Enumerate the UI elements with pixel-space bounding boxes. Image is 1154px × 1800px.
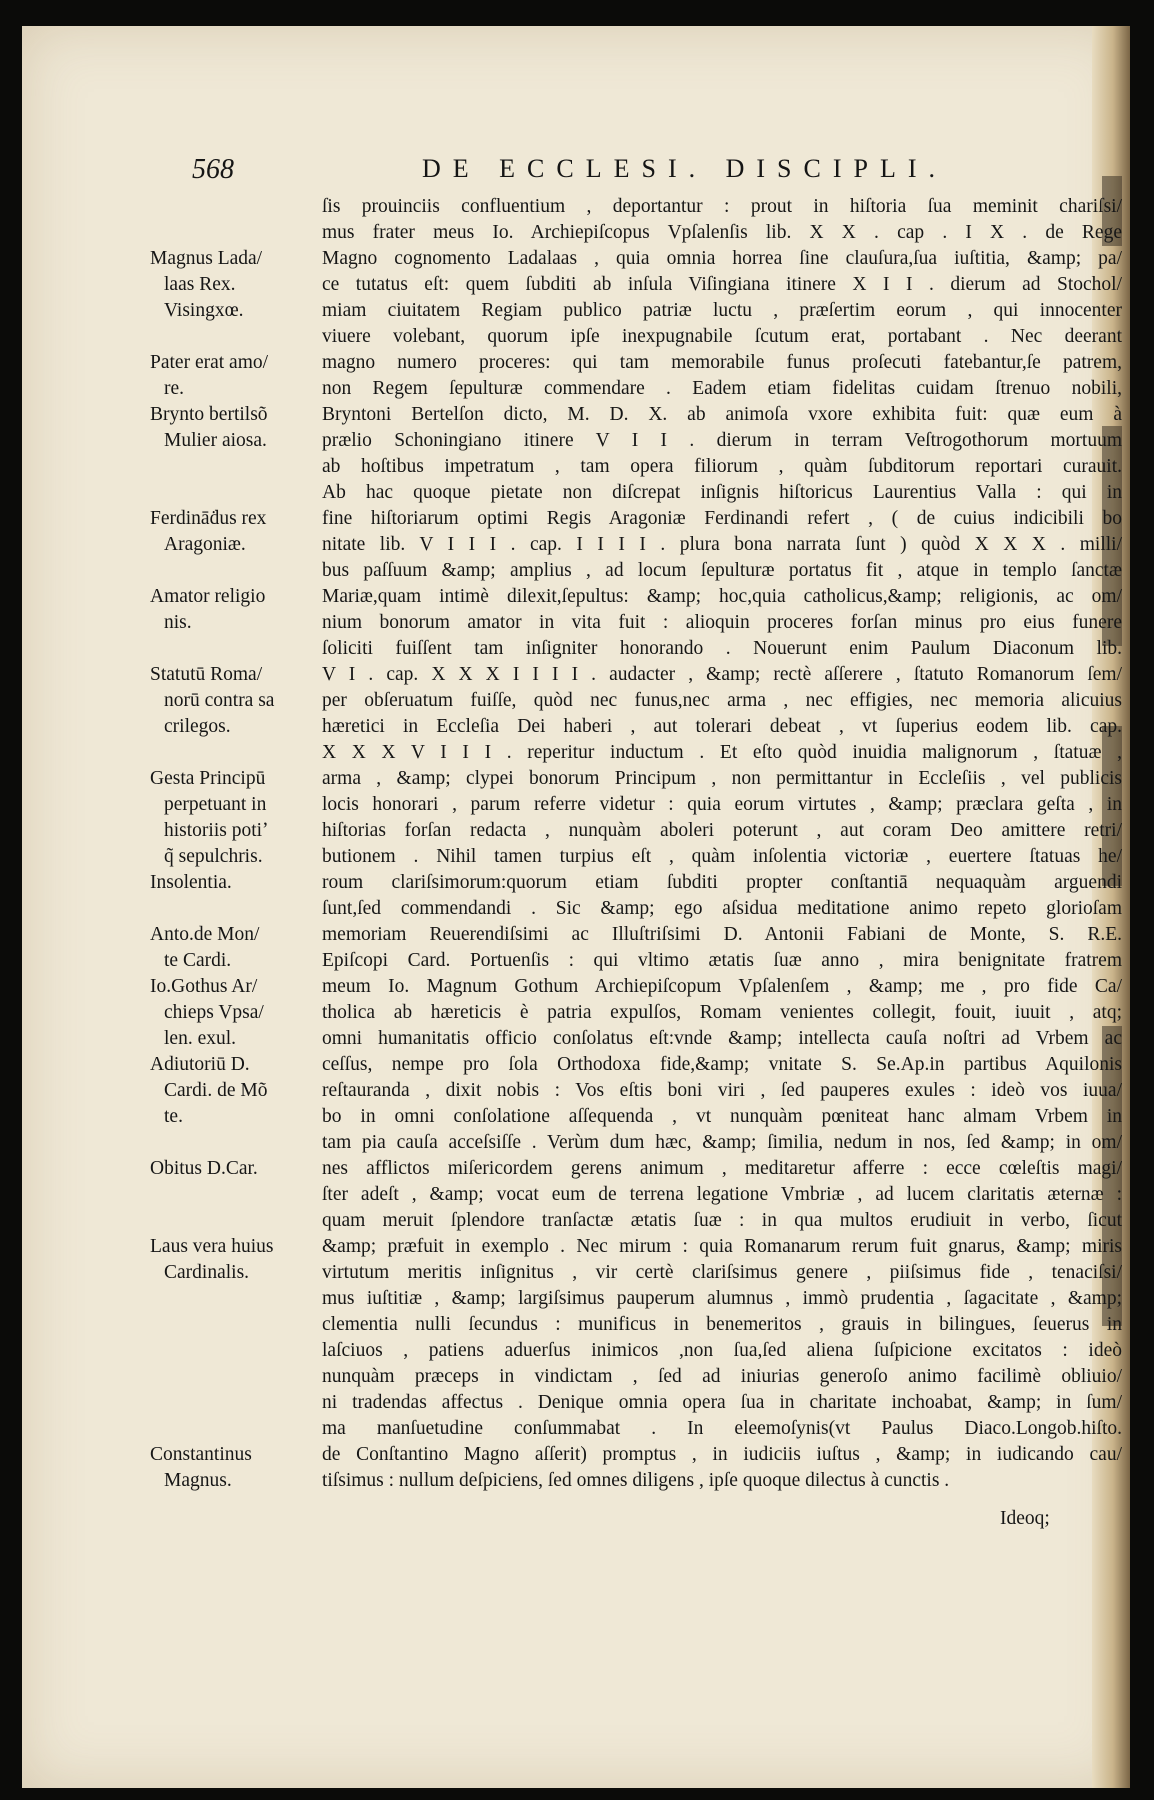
text-line: ſunt,ſed commendandi . Sic &amp; ego aſsidua meditatione animo repeto glorioſam	[322, 898, 1122, 919]
margin-note-line: laas Rex.	[164, 274, 236, 295]
text-line: clementia nulli ſecundus : munificus in benemeritos , grauis in bilingues, ſeuerus in	[322, 1314, 1122, 1335]
text-line: locis honorari , parum referre videtur : quia eorum virtutes , &amp; præclara geſta , in	[322, 794, 1122, 815]
text-line: quam meruit ſplendore tranſactæ ætatis ſuæ : in qua multos erudiuit in verbo, ſicut	[322, 1210, 1122, 1231]
margin-note	[150, 1234, 320, 1286]
text-line: tiſsimus : nullum deſpiciens, ſed omnes diligens , ipſe quoque dilectus à cunctis .	[322, 1470, 950, 1491]
margin-note	[150, 246, 320, 324]
text-line: roum clariſsimorum:quorum etiam ſubditi propter conſtantiā nequaquàm arguendi	[322, 872, 1122, 893]
text-line: ab hoſtibus impetratum , tam opera filiorum , quàm ſubditorum reportari curauit.	[322, 456, 1122, 477]
margin-note-line: Visingxœ.	[164, 300, 244, 321]
text-line: Bryntoni Bertelſon dicto, M. D. X. ab animoſa vxore exhibita fuit: quæ eum à	[322, 404, 1122, 425]
margin-note-line: Laus vera huius	[150, 1236, 274, 1257]
text-line: fine hiſtoriarum optimi Regis Aragoniæ Ferdinandi refert , ( de cuius indicibili bo	[322, 508, 1122, 529]
text-line: ce tutatus eſt: quem ſubditi ab inſula Viſingiana itinere X I I . dierum ad Stochol/	[322, 274, 1122, 295]
text-line: virtutum meritis inſignitus , vir certè clariſsimus genere , piiſsimus fide , tenaciſsi/	[322, 1262, 1122, 1283]
text-line: arma , &amp; clypei bonorum Principum , non permittantur in Eccleſiis , vel publicis	[322, 768, 1122, 789]
text-line: non Regem ſepulturæ commendare . Eadem etiam fidelitas cuidam ſtrenuo nobili,	[322, 378, 1122, 399]
margin-note-line: historiis potiʼ	[164, 820, 269, 841]
text-line: ſis prouinciis confluentium , deportantur : prout in hiſtoria ſua meminit chariſsi/	[322, 196, 1122, 217]
text-line: nitate lib. V I I I . cap. I I I I . plura bona narrata ſunt ) quòd X X X . milli/	[322, 534, 1122, 555]
catchword: Ideoq;	[1000, 1508, 1050, 1529]
margin-note-line: Io.Gothus Ar/	[150, 976, 258, 997]
margin-note-line: Brynto bertilsõ	[150, 404, 268, 425]
text-line: miam ciuitatem Regiam publico patriæ luctu , præſertim eorum , qui innocenter	[322, 300, 1122, 321]
text-line: omni humanitatis officio conſolatus eſt:vnde &amp; intellecta cauſa noſtri ad Vrbem ac	[322, 1028, 1122, 1049]
margin-note	[150, 584, 320, 636]
text-line: de Conſtantino Magno aſſerit) promptus , in iudiciis iuſtus , &amp; in iudicando cau/	[322, 1444, 1122, 1465]
margin-note-line: Aragoniæ.	[164, 534, 246, 555]
margin-note-line: norū contra sa	[164, 690, 275, 711]
margin-note	[150, 1156, 320, 1182]
text-line: mus frater meus Io. Archiepiſcopus Vpſalenſis lib. X X . cap . I X . de Rege	[322, 222, 1122, 243]
text-line: mus iuſtitiæ , &amp; largiſsimus pauperum alumnus , immò prudentia , ſagacitate , &amp;	[322, 1288, 1122, 1309]
text-line: hæretici in Eccleſia Dei haberi , aut tolerari debeat , vt ſuperius eodem lib. cap.	[322, 716, 1122, 737]
margin-note	[150, 402, 320, 454]
text-line: ceſſus, nempe pro ſola Orthodoxa fide,&amp; vnitate S. Se.Ap.in partibus Aquilonis	[322, 1054, 1122, 1075]
margin-note-line: Insolentia.	[150, 872, 232, 893]
page-number: 568	[192, 154, 234, 185]
margin-note	[150, 1442, 320, 1494]
text-line: meum Io. Magnum Gothum Archiepiſcopum Vpſalenſem , &amp; me , pro fide Ca/	[322, 976, 1122, 997]
text-line: butionem . Nihil tamen turpius eſt , quàm inſolentia victoriæ , euertere ſtatuas he/	[322, 846, 1122, 867]
margin-note-line: crilegos.	[164, 716, 231, 737]
margin-note-line: Cardinalis.	[164, 1262, 250, 1283]
margin-note-line: Mulier aiosa.	[164, 430, 267, 451]
text-line: laſciuos , patiens aduerſus inimicos ,non ſua,ſed aliena ſuſpicione excitatos : ideò	[322, 1340, 1122, 1361]
margin-note-line: Adiutoriū D.	[150, 1054, 250, 1075]
margin-note-line: Magnus.	[164, 1470, 232, 1491]
text-line: Epiſcopi Card. Portuenſis : qui vltimo ætatis ſuæ anno , mira benignitate fratrem	[322, 950, 1122, 971]
margin-note-line: Amator religio	[150, 586, 266, 607]
margin-note-line: Obitus D.Car.	[150, 1158, 258, 1179]
margin-note-line: nis.	[164, 612, 192, 633]
body-text	[322, 194, 1122, 1494]
margin-note-line: Cardi. de Mõ	[164, 1080, 268, 1101]
text-line: viuere volebant, quorum ipſe inexpugnabile ſcutum erat, portabant . Nec deerant	[322, 326, 1122, 347]
page-header	[192, 154, 1060, 194]
text-line: tam pia cauſa acceſsiſſe . Verùm dum hæc, &amp; ſimilia, nedum in nos, ſed &amp; in om/	[322, 1132, 1122, 1153]
text-line: bo in omni conſolatione aſſequenda , vt nunquàm pœniteat hanc almam Vrbem in	[322, 1106, 1122, 1127]
margin-note-line: Magnus Lada/	[150, 248, 263, 269]
text-line: Magno cognomento Ladalaas , quia omnia horrea ſine clauſura,ſua iuſtitia, &amp; pa/	[322, 248, 1122, 269]
margin-note	[150, 766, 320, 870]
margin-note-line: Anto.de Mon/	[150, 924, 260, 945]
margin-note-line: len. exul.	[164, 1028, 237, 1049]
text-line: hiſtorias forſan redacta , nunquàm aboleri poterunt , aut coram Deo amittere retri/	[322, 820, 1122, 841]
margin-note	[150, 506, 320, 558]
book-page	[22, 26, 1130, 1788]
margin-note-line: Pater erat amo/	[150, 352, 269, 373]
margin-note	[150, 662, 320, 740]
margin-note-line: Constantinus	[150, 1444, 252, 1465]
margin-note	[150, 974, 320, 1052]
text-line: ſoliciti fuiſſent tam inſigniter honorando . Nouerunt enim Paulum Diaconum lib.	[322, 638, 1122, 659]
text-line: tholica ab hæreticis è patria expulſos, Romam venientes collegit, fouit, iuuit , atq;	[322, 1002, 1122, 1023]
text-line: per obſeruatum fuiſſe, quòd nec funus,nec arma , nec effigies, nec memoria alicuius	[322, 690, 1122, 711]
text-line: bus paſſuum &amp; amplius , ad locum ſepulturæ portatus fit , atque in templo ſanctæ	[322, 560, 1122, 581]
margin-note-line: q̃ sepulchris.	[164, 846, 263, 867]
margin-note-line: perpetuant in	[164, 794, 267, 815]
margin-note-line: te Cardi.	[164, 950, 232, 971]
margin-note-line: chieps Vpsa/	[164, 1002, 264, 1023]
text-line: prælio Schoningiano itinere V I I . dierum in terram Veſtrogothorum mortuum	[322, 430, 1122, 451]
margin-note	[150, 1052, 320, 1130]
text-line: nunquàm præceps in vindictam , ſed ad iniurias generoſo animo facilimè obliuio/	[322, 1366, 1122, 1387]
text-line: magno numero proceres: qui tam memorabile funus proſecuti fatebantur,ſe patrem,	[322, 352, 1122, 373]
text-line: X X X V I I I . reperitur inductum . Et eſto quòd inuidia malignorum , ſtatuæ ,	[322, 742, 1122, 763]
margin-note-line: re.	[164, 378, 185, 399]
text-line: &amp; præfuit in exemplo . Nec mirum : quia Romanarum rerum fuit gnarus, &amp; miris	[322, 1236, 1122, 1257]
text-line: Ab hac quoque pietate non diſcrepat inſignis hiſtoricus Laurentius Valla : qui in	[322, 482, 1122, 503]
margin-note-line: Ferdināḋus rex	[150, 508, 267, 529]
margin-note-line: Statutū Roma/	[150, 664, 263, 685]
margin-note-line: te.	[164, 1106, 183, 1127]
text-line: Mariæ,quam intimè dilexit,ſepultus: &amp; hoc,quia catholicus,&amp; religionis, ac om/	[322, 586, 1122, 607]
text-line: V I . cap. X X X I I I I . audacter , &amp; rectè aſſerere , ſtatuto Romanorum ſem/	[322, 664, 1122, 685]
text-line: nium bonorum amator in vita fuit : alioquin proceres forſan minus pro eius funere	[322, 612, 1122, 633]
text-line: ma manſuetudine conſummabat . In eleemoſynis(vt Paulus Diaco.Longob.hiſto.	[322, 1418, 1122, 1439]
text-line: ſter adeſt , &amp; vocat eum de terrena legatione Vmbriæ , ad lucem claritatis æternæ :	[322, 1184, 1122, 1205]
text-line: reſtauranda , dixit nobis : Vos eſtis boni viri , ſed pauperes exules : ideò vos iuua/	[322, 1080, 1122, 1101]
margin-note	[150, 350, 320, 402]
running-title: DE ECCLESI. DISCIPLI.	[422, 154, 947, 183]
text-line: memoriam Reuerendiſsimi ac Illuſtriſsimi D. Antonii Fabiani de Monte, S. R.E.	[322, 924, 1122, 945]
text-line: nes afflictos miſericordem gerens animum , meditaretur afferre : ecce cœleſtis magi/	[322, 1158, 1122, 1179]
margin-note-line: Gesta Principū	[150, 768, 266, 789]
text-line: ni tradendas affectus . Denique omnia opera ſua in charitate inchoabat, &amp; in ſum/	[322, 1392, 1122, 1413]
margin-note	[150, 922, 320, 974]
margin-note	[150, 870, 320, 896]
